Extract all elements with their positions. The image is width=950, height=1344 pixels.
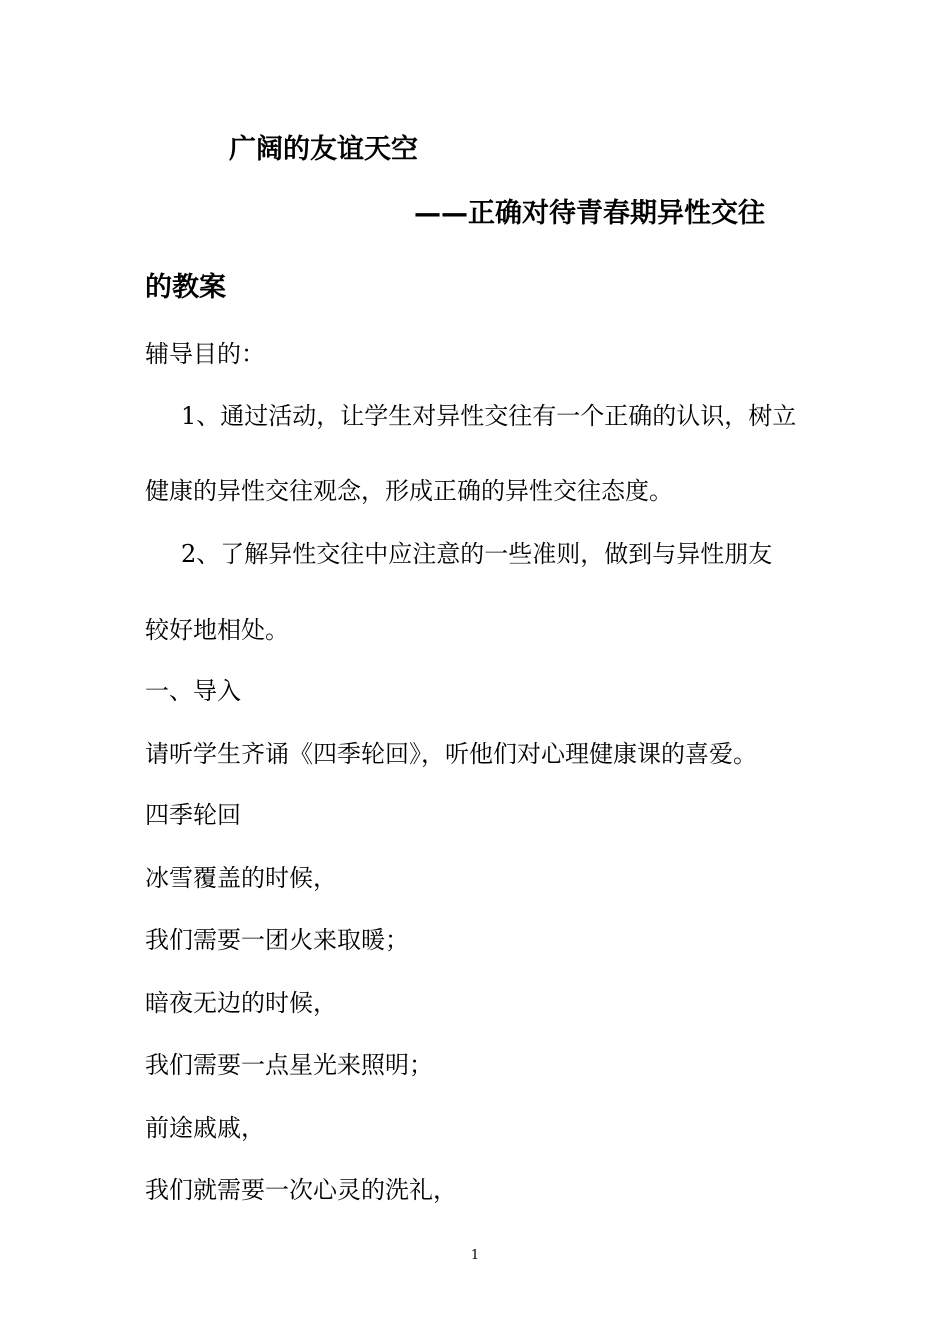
poem-line: 我们需要一团火来取暖； <box>145 926 409 954</box>
poem-line: 我们就需要一次心灵的洗礼， <box>145 1176 457 1204</box>
document-subtitle-continued: 的教案 <box>145 272 226 303</box>
poem-line: 冰雪覆盖的时候， <box>145 864 337 892</box>
paragraph-line: 健康的异性交往观念，形成正确的异性交往态度。 <box>145 477 673 505</box>
page-number: 1 <box>470 1248 480 1263</box>
poem-line: 我们需要一点星光来照明； <box>145 1051 433 1079</box>
paragraph-line: 1、通过活动，让学生对异性交往有一个正确的认识，树立 <box>181 402 797 430</box>
document-subtitle: ——正确对待青春期异性交往 <box>414 198 765 229</box>
paragraph-line: 请听学生齐诵《四季轮回》，听他们对心理健康课的喜爱。 <box>145 740 757 768</box>
document-title: 广阔的友谊天空 <box>229 134 418 165</box>
section-heading-intro: 一、导入 <box>145 677 241 705</box>
poem-title: 四季轮回 <box>145 801 241 829</box>
paragraph-line: 2、了解异性交往中应注意的一些准则，做到与异性朋友 <box>181 540 773 568</box>
poem-line: 暗夜无边的时候， <box>145 989 337 1017</box>
poem-line: 前途戚戚， <box>145 1114 265 1142</box>
section-heading-objectives: 辅导目的： <box>145 340 265 368</box>
paragraph-line: 较好地相处。 <box>145 616 289 644</box>
